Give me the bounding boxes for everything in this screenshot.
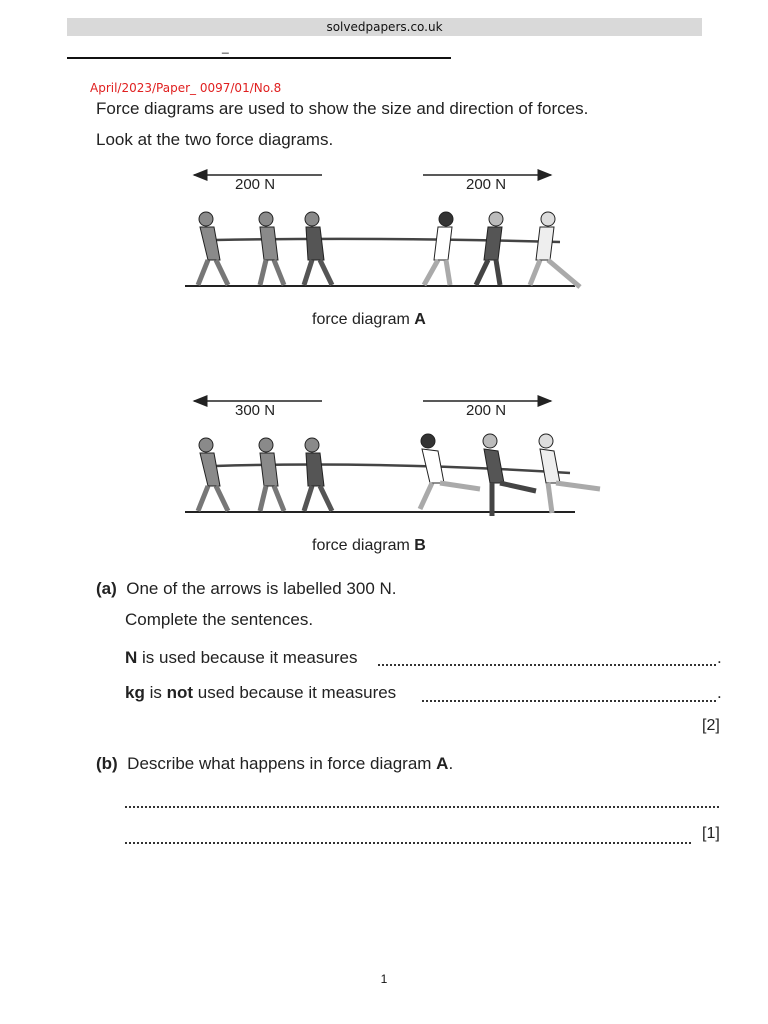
team-right <box>420 434 600 516</box>
diagram-a-letter: A <box>414 311 426 328</box>
team-right <box>424 212 580 287</box>
part-a-sentence-1: N is used because it measures <box>125 648 358 667</box>
page-number: 1 <box>380 972 388 986</box>
site-banner: solvedpapers.co.uk <box>67 18 702 36</box>
part-a-label: (a) <box>96 579 117 598</box>
team-left <box>198 212 332 285</box>
diagram-b-letter: B <box>414 537 426 554</box>
answer-line-1[interactable] <box>378 664 716 666</box>
intro-line-1: Force diagrams are used to show the size and direction of forces. <box>96 99 589 118</box>
sentence-1-period: . <box>717 648 722 667</box>
part-b-label: (b) <box>96 754 118 773</box>
diagram-b-left-label: 300 N <box>235 402 276 419</box>
diagram-a-caption: force diagram A <box>312 311 426 328</box>
diagram-b-caption: force diagram B <box>312 537 426 554</box>
diagram-a-left-label: 200 N <box>235 176 276 193</box>
part-a-sentence-2: kg is not used because it measures <box>125 683 397 702</box>
team-left <box>198 438 332 511</box>
question-reference: April/2023/Paper_ 0097/01/No.8 <box>90 81 282 95</box>
part-b-question: (b) Describe what happens in force diagram A. <box>96 754 454 773</box>
intro-line-2: Look at the two force diagrams. <box>96 130 334 149</box>
sentence-2-period: . <box>717 683 722 702</box>
header-rule <box>67 57 451 59</box>
part-a-question: (a) One of the arrows is labelled 300 N. <box>96 579 397 598</box>
part-a-instruction: Complete the sentences. <box>125 610 314 629</box>
answer-line-4[interactable] <box>125 842 691 844</box>
header-dash: _ <box>222 40 229 54</box>
diagram-b-right-label: 200 N <box>466 402 507 419</box>
part-b-marks: [1] <box>702 825 720 842</box>
diagram-a-right-label: 200 N <box>466 176 507 193</box>
part-a-marks: [2] <box>702 717 720 734</box>
answer-line-2[interactable] <box>422 700 716 702</box>
answer-line-3[interactable] <box>125 806 719 808</box>
